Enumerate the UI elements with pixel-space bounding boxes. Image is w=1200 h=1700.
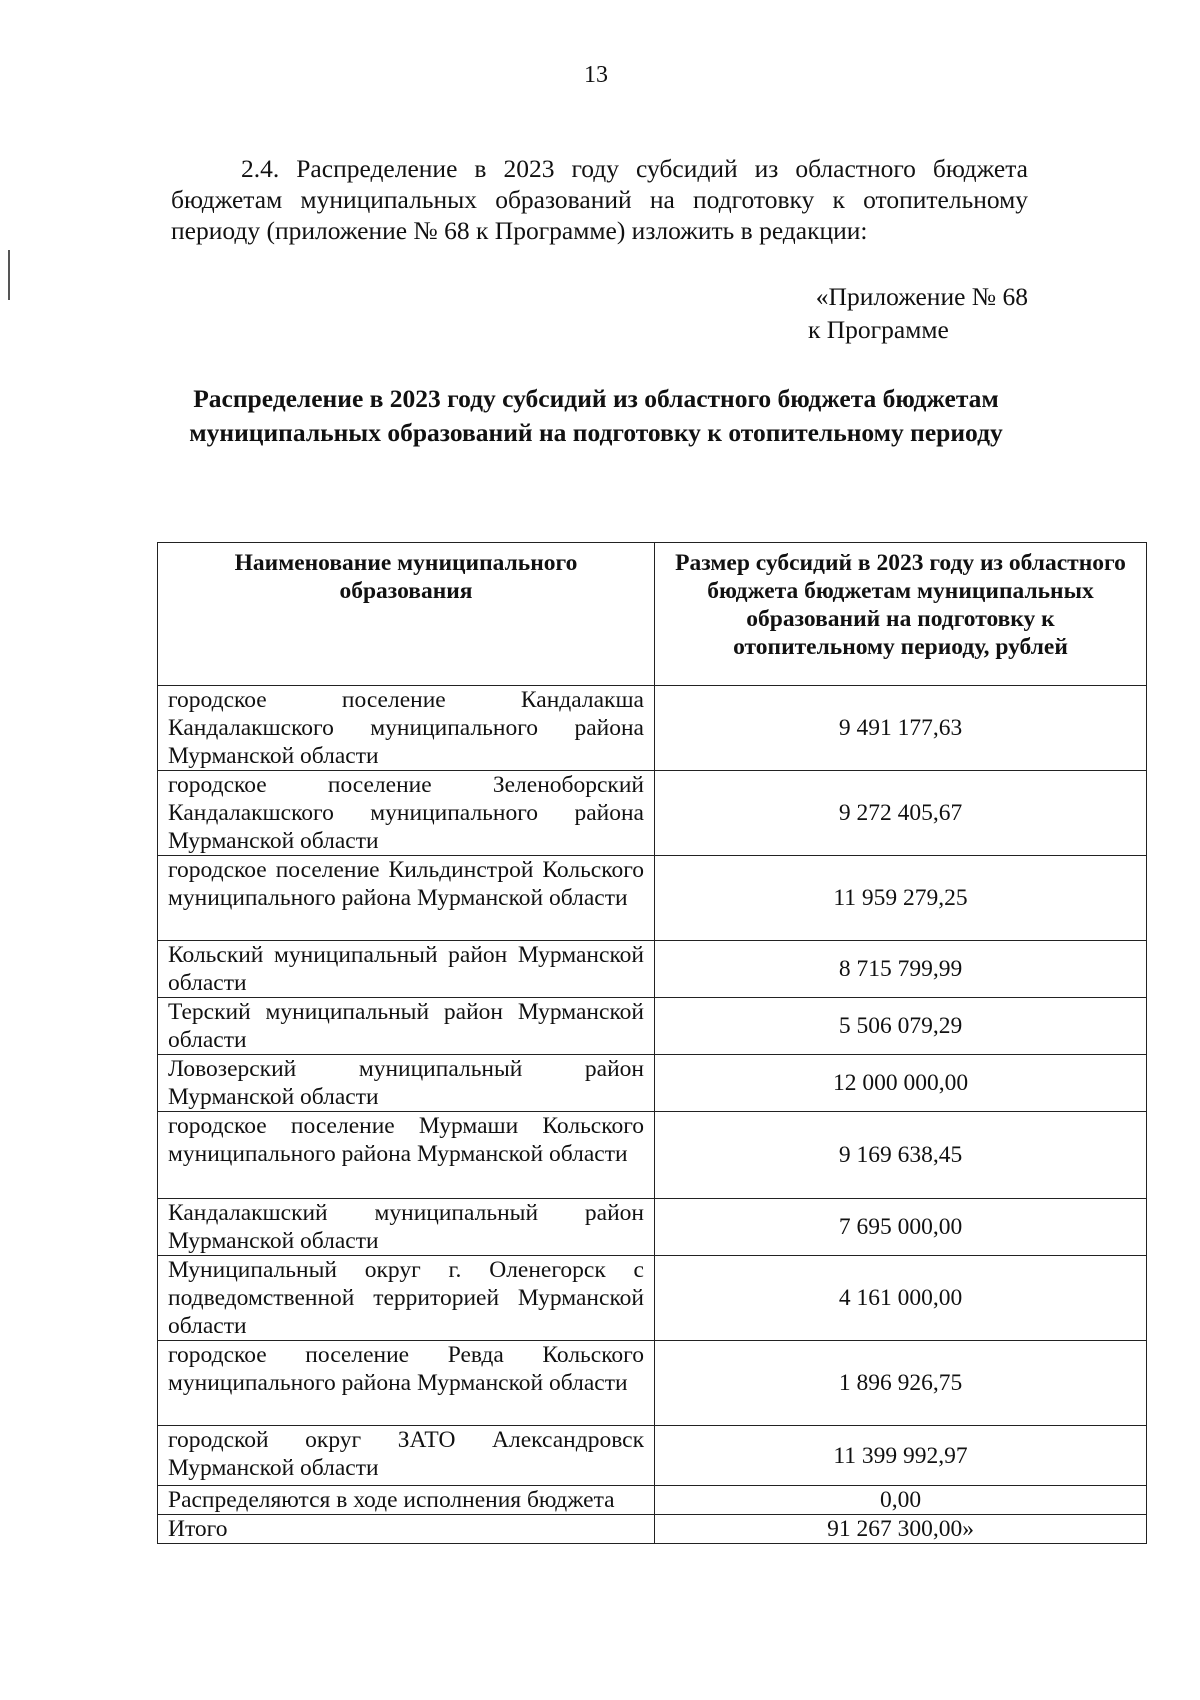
- subsidy-amount: 1 896 926,75: [655, 1341, 1147, 1426]
- subsidy-amount: 11 399 992,97: [655, 1426, 1147, 1486]
- municipality-name: Ловозерский муниципальный район Мурманской области: [158, 1055, 655, 1112]
- municipality-name: Кандалакшский муниципальный район Мурманской области: [158, 1199, 655, 1256]
- table-row: [158, 1199, 1147, 1256]
- municipality-name: городское поселение Ревда Кольского муниципального района Мурманской области: [158, 1341, 655, 1426]
- table-row: [158, 1341, 1147, 1426]
- subsidy-amount: 5 506 079,29: [655, 998, 1147, 1055]
- subsidy-amount: 7 695 000,00: [655, 1199, 1147, 1256]
- appendix-label: «Приложение № 68: [815, 282, 1028, 311]
- table-row: [158, 856, 1147, 941]
- subsidy-amount: 9 491 177,63: [655, 686, 1147, 771]
- subsidy-amount: 12 000 000,00: [655, 1055, 1147, 1112]
- table-row: [158, 1256, 1147, 1341]
- subsidy-amount: 4 161 000,00: [655, 1256, 1147, 1341]
- subsidy-amount: 91 267 300,00»: [655, 1515, 1147, 1544]
- document-title: Распределение в 2023 году субсидий из областного бюджета бюджетам муниципальных образований на подготовку к отопительному периоду: [189, 384, 1003, 447]
- municipality-name: городское поселение Кандалакша Кандалакшского муниципального района Мурманской области: [158, 686, 655, 771]
- municipality-name: Терский муниципальный район Мурманской области: [158, 998, 655, 1055]
- subsidy-amount: 9 272 405,67: [655, 771, 1147, 856]
- table-row: [158, 1515, 1147, 1544]
- municipality-name: Распределяются в ходе исполнения бюджета: [158, 1486, 655, 1515]
- municipality-name: Итого: [158, 1515, 655, 1544]
- subsidy-amount: 0,00: [655, 1486, 1147, 1515]
- scan-margin-mark: [8, 250, 10, 300]
- appendix-program-label: к Программе: [808, 315, 949, 344]
- table-row: [158, 941, 1147, 998]
- municipality-name: городское поселение Кильдинстрой Кольского муниципального района Мурманской области: [158, 856, 655, 941]
- table-row: [158, 1486, 1147, 1515]
- table-row: [158, 686, 1147, 771]
- municipality-name: Муниципальный округ г. Оленегорск с подведомственной территорией Мурманской области: [158, 1256, 655, 1341]
- municipality-name: Кольский муниципальный район Мурманской области: [158, 941, 655, 998]
- subsidy-amount: 11 959 279,25: [655, 856, 1147, 941]
- table-row: [158, 998, 1147, 1055]
- amendment-paragraph: [171, 153, 1028, 246]
- municipality-name: городское поселение Мурмаши Кольского муниципального района Мурманской области: [158, 1112, 655, 1199]
- subsidy-table: [157, 542, 1147, 1544]
- subsidy-amount: 9 169 638,45: [655, 1112, 1147, 1199]
- subsidy-amount: 8 715 799,99: [655, 941, 1147, 998]
- table-row: [158, 1112, 1147, 1199]
- page-number: 13: [584, 62, 608, 88]
- table-row: [158, 1426, 1147, 1486]
- municipality-name: городской округ ЗАТО Александровск Мурманской области: [158, 1426, 655, 1486]
- header-municipality: Наименование муниципального образования: [158, 543, 655, 686]
- table-row: [158, 771, 1147, 856]
- table-header-row: [158, 543, 1147, 686]
- amendment-text: 2.4. Распределение в 2023 году субсидий из областного бюджета бюджетам муниципальных образований на подготовку к отопительному периоду (приложение № 68 к Программе) изложить в редакции:: [171, 154, 1028, 245]
- municipality-name: городское поселение Зеленоборский Кандалакшского муниципального района Мурманской области: [158, 771, 655, 856]
- header-subsidy-amount: Размер субсидий в 2023 году из областного бюджета бюджетам муниципальных образований на подготовку к отопительному периоду, рублей: [655, 543, 1147, 686]
- table-row: [158, 1055, 1147, 1112]
